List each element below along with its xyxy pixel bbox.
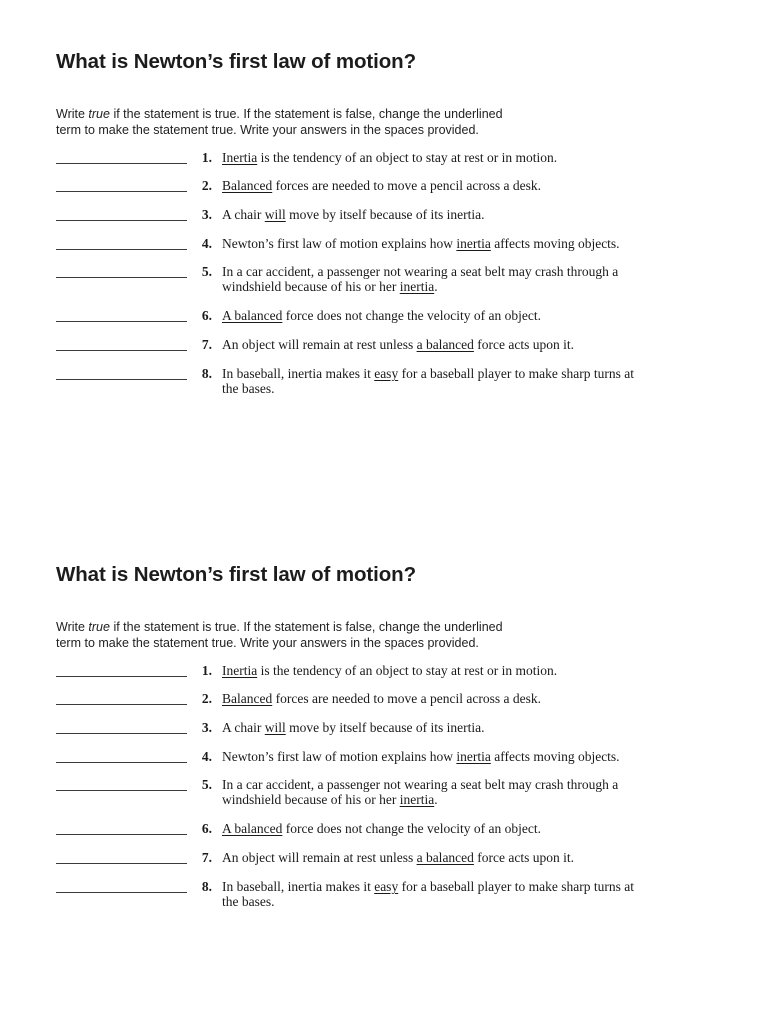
underlined-term: will [264,207,286,222]
answer-blank-1[interactable] [56,163,187,164]
answer-blank-2[interactable] [56,191,187,192]
question-text: A balanced force does not change the velocity of an object. [222,821,542,836]
question-text: Balanced forces are needed to move a pencil across a desk. [222,691,541,706]
underlined-term: Inertia [222,663,258,678]
underlined-term: will [264,720,286,735]
answer-blank-5[interactable] [56,277,187,278]
underlined-term: Balanced [222,178,273,193]
underlined-term: Inertia [222,150,258,165]
answer-blank-4[interactable] [56,249,187,250]
question-number: 1. [201,150,212,165]
underlined-term: inertia [456,236,491,251]
question-text: A chair will move by itself because of its inertia. [222,207,485,222]
question-text: An object will remain at rest unless a balanced force acts upon it. [222,850,575,865]
answer-blank-6[interactable] [56,321,187,322]
instructions-text: Write [56,620,89,634]
underlined-term: Balanced [222,691,273,706]
question-text: In baseball, inertia makes it easy for a baseball player to make sharp turns at the bases. [222,879,634,909]
question-text: Newton’s first law of motion explains how inertia affects moving objects. [222,236,620,251]
question-text: A chair will move by itself because of its inertia. [222,720,485,735]
answer-blank-1[interactable] [56,676,187,677]
instructions [56,106,576,138]
underlined-term: A balanced [222,308,283,323]
instructions-text: Write [56,107,89,121]
question-text: An object will remain at rest unless a balanced force acts upon it. [222,337,575,352]
question-number: 7. [201,850,212,865]
underlined-term: easy [374,366,399,381]
question-number: 8. [201,879,212,894]
answer-blank-2[interactable] [56,704,187,705]
underlined-term: inertia [399,279,435,294]
underlined-term: inertia [456,749,491,764]
answer-blank-3[interactable] [56,733,187,734]
answer-blank-8[interactable] [56,379,187,380]
question-number: 3. [201,207,212,222]
question-number: 3. [201,720,212,735]
worksheet-title: What is Newton’s first law of motion? [56,50,416,73]
question-number: 1. [201,663,212,678]
question-number: 6. [201,308,212,323]
instructions [56,619,576,651]
question-number: 8. [201,366,212,381]
instructions-italic: true [88,107,110,121]
question-text: Inertia is the tendency of an object to stay at rest or in motion. [222,663,558,678]
question-text: In a car accident, a passenger not wearing a seat belt may crash through a windshield because of his or her inertia. [222,777,619,807]
question-number: 4. [201,236,212,251]
question-number: 2. [201,691,212,706]
underlined-term: a balanced [416,337,474,352]
question-text: Newton’s first law of motion explains how inertia affects moving objects. [222,749,620,764]
question-number: 4. [201,749,212,764]
underlined-term: easy [374,879,399,894]
answer-blank-7[interactable] [56,863,187,864]
instructions-line-1 [56,619,576,635]
underlined-term: a balanced [416,850,474,865]
underlined-term: inertia [399,792,435,807]
answer-blank-5[interactable] [56,790,187,791]
worksheet-title: What is Newton’s first law of motion? [56,563,416,586]
instructions-line-1 [56,106,576,122]
instructions-italic: true [88,620,110,634]
question-number: 2. [201,178,212,193]
answer-blank-3[interactable] [56,220,187,221]
instructions-text: if the statement is true. If the statement is false, change the underlined [109,107,503,121]
answer-blank-6[interactable] [56,834,187,835]
question-number: 7. [201,337,212,352]
question-text: Balanced forces are needed to move a pencil across a desk. [222,178,541,193]
question-text: In baseball, inertia makes it easy for a baseball player to make sharp turns at the bases. [222,366,634,396]
question-text: Inertia is the tendency of an object to stay at rest or in motion. [222,150,558,165]
question-number: 6. [201,821,212,836]
question-text: A balanced force does not change the velocity of an object. [222,308,542,323]
question-number: 5. [201,264,212,279]
instructions-text: if the statement is true. If the statement is false, change the underlined [109,620,503,634]
question-text: In a car accident, a passenger not wearing a seat belt may crash through a windshield because of his or her inertia. [222,264,619,294]
answer-blank-7[interactable] [56,350,187,351]
question-number: 5. [201,777,212,792]
instructions-line-2: term to make the statement true. Write your answers in the spaces provided. [56,636,479,650]
underlined-term: A balanced [222,821,283,836]
answer-blank-4[interactable] [56,762,187,763]
answer-blank-8[interactable] [56,892,187,893]
instructions-line-2: term to make the statement true. Write your answers in the spaces provided. [56,123,479,137]
